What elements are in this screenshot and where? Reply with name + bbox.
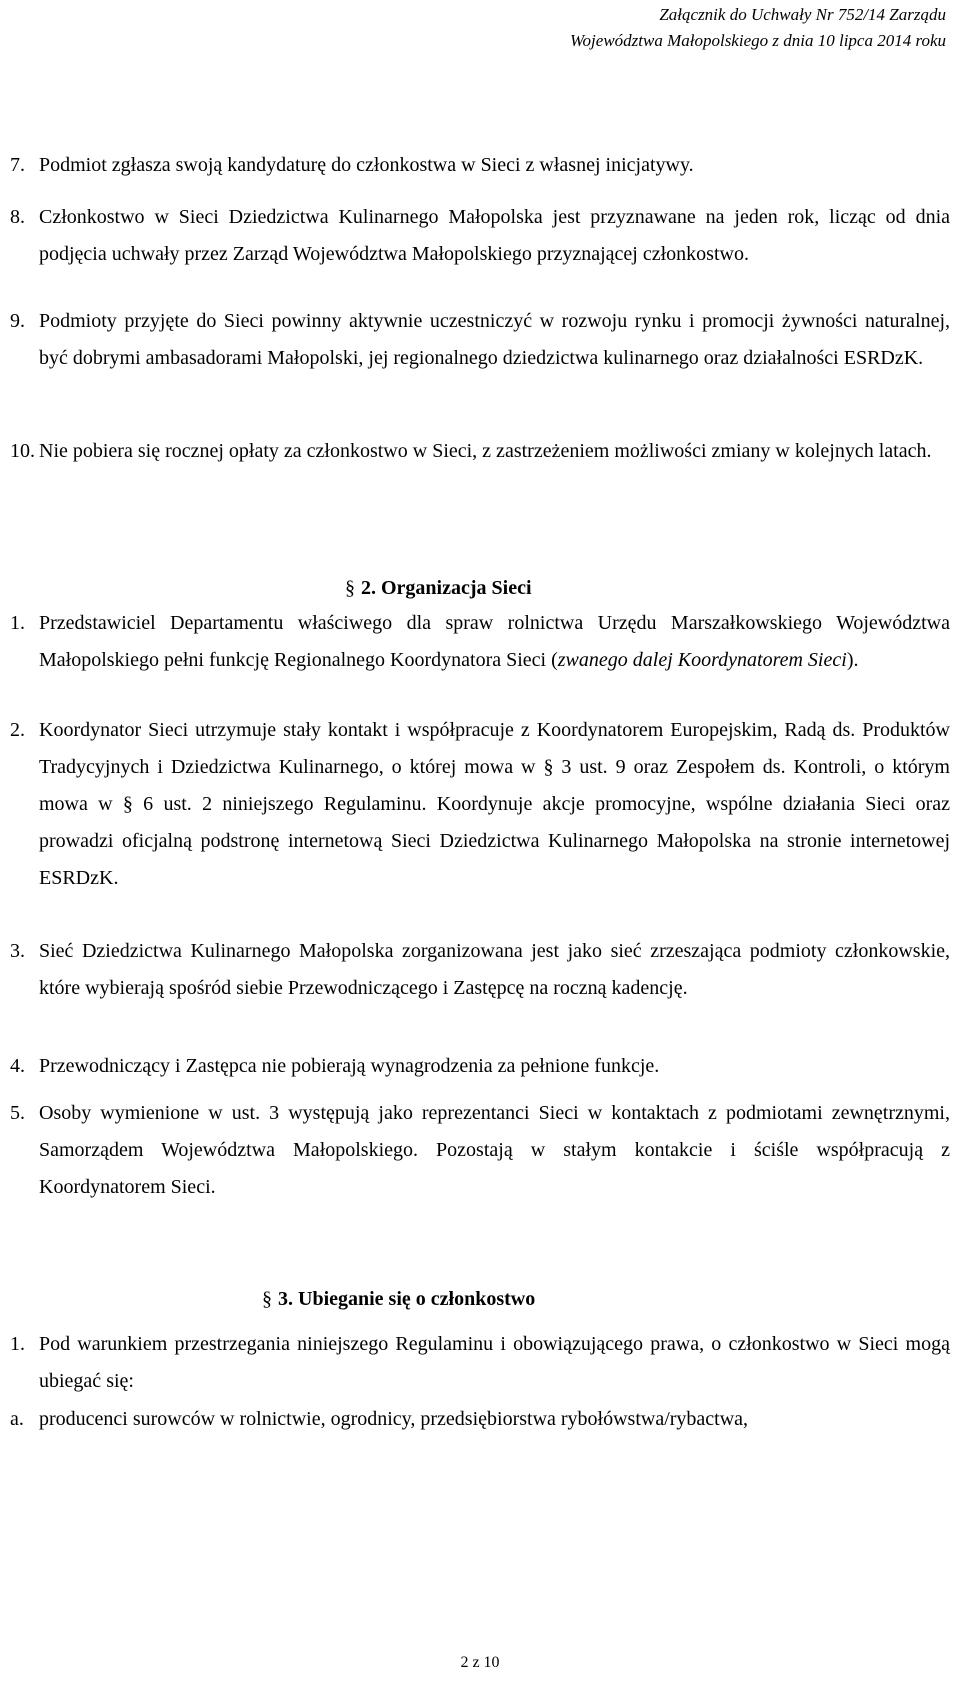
paragraph-text: Podmioty przyjęte do Sieci powinny aktywnie uczestniczyć w rozwoju rynku i promocji żywności naturalnej, być dobrymi ambasadorami Małopolski, jej regionalnego dziedzictwa kulinarnego oraz działalności ESRDzK. bbox=[39, 310, 950, 369]
paragraph-10 bbox=[10, 433, 950, 470]
italic-phrase: zwanego dalej Koordynatorem Sieci bbox=[557, 649, 847, 671]
paragraph-text: Nie pobiera się rocznej opłaty za członkostwo w Sieci, z zastrzeżeniem możliwości zmiany w kolejnych latach. bbox=[39, 440, 932, 462]
section-2-item-2 bbox=[10, 712, 950, 897]
paragraph-8 bbox=[10, 199, 950, 273]
list-letter: a. bbox=[10, 1408, 24, 1430]
paragraph-text: Osoby wymienione w ust. 3 występują jako reprezentanci Sieci w kontaktach z podmiotami zewnętrznymi, Samorządem Województwa Małopolskiego. Pozostają w stałym kontakcie i ściśle współpracują z Koordynatorem Sieci. bbox=[39, 1102, 950, 1198]
paragraph-text: producenci surowców w rolnictwie, ogrodnicy, przedsiębiorstwa rybołówstwa/rybactwa, bbox=[39, 1408, 749, 1430]
paragraph-text: Podmiot zgłasza swoją kandydaturę do członkostwa w Sieci z własnej inicjatywy. bbox=[39, 154, 694, 176]
paragraph-number: 5. bbox=[10, 1102, 25, 1124]
paragraph-number: 3. bbox=[10, 940, 25, 962]
document-header bbox=[570, 2, 946, 54]
section-2-item-5 bbox=[10, 1095, 950, 1206]
section-sign: § bbox=[345, 577, 355, 599]
paragraph-number: 2. bbox=[10, 719, 25, 741]
section-2-item-4 bbox=[10, 1048, 950, 1085]
paragraph-number: 8. bbox=[10, 206, 25, 228]
paragraph-text: Pod warunkiem przestrzegania niniejszego Regulaminu i obowiązującego prawa, o członkostwo w Sieci mogą ubiegać się: bbox=[39, 1333, 950, 1392]
paragraph-number: 9. bbox=[10, 310, 25, 332]
paragraph-text: Członkostwo w Sieci Dziedzictwa Kulinarnego Małopolska jest przyznawane na jeden rok, licząc od dnia podjęcia uchwały przez Zarząd Województwa Małopolskiego przyznającej członkostwo. bbox=[39, 206, 950, 265]
section-3-heading bbox=[262, 1284, 535, 1314]
section-2-heading bbox=[345, 573, 532, 603]
section-3-item-1 bbox=[10, 1326, 950, 1400]
reference-link: § 6 ust. 2 bbox=[122, 793, 213, 815]
section-2-title: 2. Organizacja Sieci bbox=[361, 577, 532, 599]
section-3-title: 3. Ubieganie się o członkostwo bbox=[278, 1288, 536, 1310]
page-number: 2 z 10 bbox=[460, 1654, 500, 1671]
section-sign: § bbox=[262, 1288, 272, 1310]
header-line-2: Województwa Małopolskiego z dnia 10 lipca 2014 roku bbox=[569, 31, 946, 50]
paragraph-number: 1. bbox=[10, 612, 25, 634]
section-2-item-1 bbox=[10, 605, 950, 679]
paragraph-number: 1. bbox=[10, 1333, 25, 1355]
header-line-1: Załącznik do Uchwały Nr 752/14 Zarządu bbox=[659, 5, 946, 24]
section-2-item-3 bbox=[10, 933, 950, 1007]
reference-link: § 3 ust. 9 bbox=[543, 756, 626, 778]
paragraph-text: Przewodniczący i Zastępca nie pobierają wynagrodzenia za pełnione funkcje. bbox=[39, 1055, 660, 1077]
paragraph-number: 10. bbox=[10, 440, 35, 462]
paragraph-text: Koordynator Sieci utrzymuje stały kontakt i współpracuje z Koordynatorem Europejskim, Radą ds. Produktów Tradycyjnych i Dziedzictwa Kulinarnego, o której mowa w § 3 ust. 9 oraz Zespołem ds. Kontroli, o którym mowa w § 6 ust. 2 niniejszego Regulaminu. Koordynuje akcje promocyjne, wspólne działania Sieci oraz prowadzi oficjalną podstronę internetową Sieci Dziedzictwa Kulinarnego Małopolska na stronie internetowej ESRDzK. bbox=[39, 719, 950, 889]
paragraph-7 bbox=[10, 147, 950, 184]
section-3-item-a bbox=[10, 1401, 950, 1438]
paragraph-number: 7. bbox=[10, 154, 25, 176]
paragraph-number: 4. bbox=[10, 1055, 25, 1077]
paragraph-text: Przedstawiciel Departamentu właściwego dla spraw rolnictwa Urzędu Marszałkowskiego Województwa Małopolskiego pełni funkcję Regionalnego Koordynatora Sieci (zwanego dalej Koordynatorem Sieci). bbox=[39, 612, 950, 671]
paragraph-9 bbox=[10, 303, 950, 377]
paragraph-text: Sieć Dziedzictwa Kulinarnego Małopolska zorganizowana jest jako sieć zrzeszająca podmioty członkowskie, które wybierają spośród siebie Przewodniczącego i Zastępcę na roczną kadencję. bbox=[39, 940, 950, 999]
